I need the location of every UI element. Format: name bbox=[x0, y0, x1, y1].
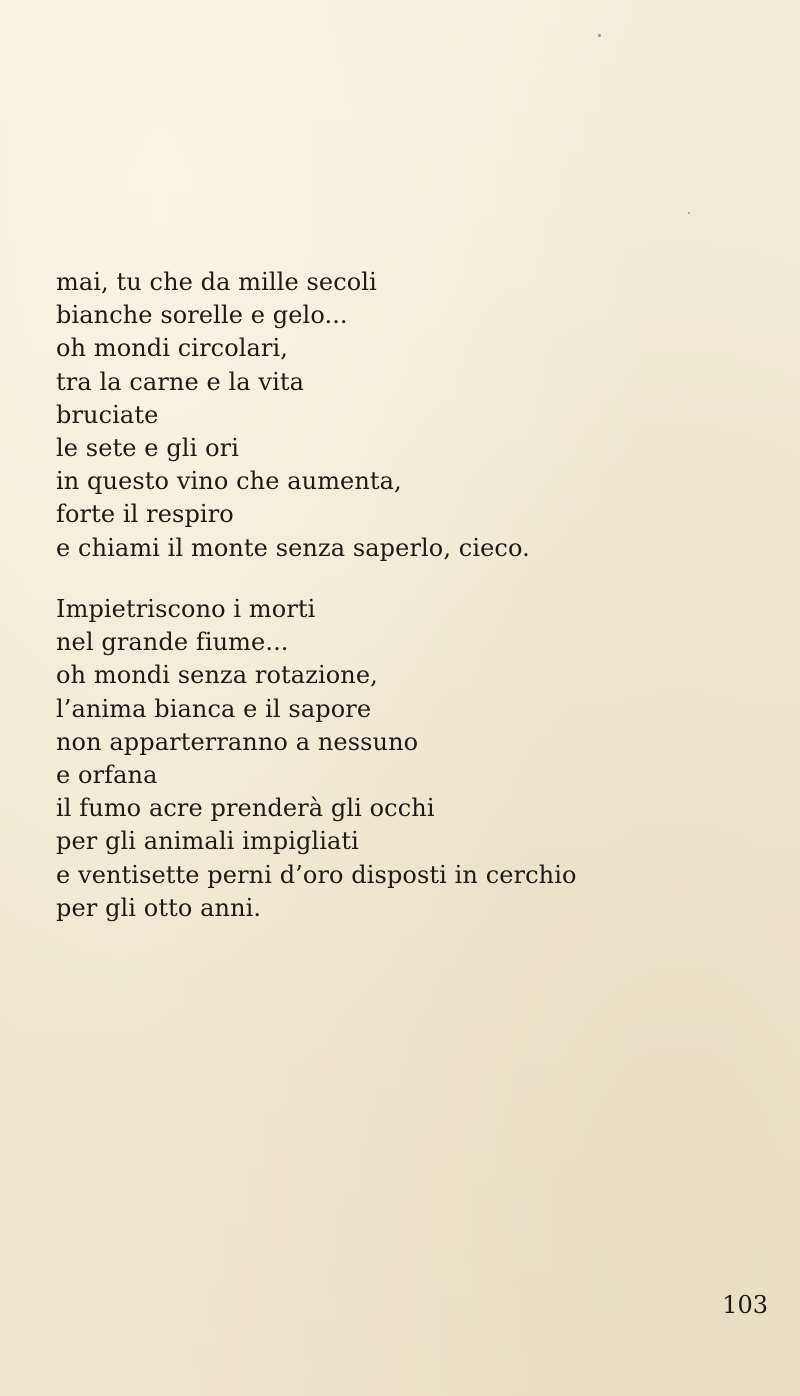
paper-speck bbox=[598, 34, 601, 37]
poem-line: tra la carne e la vita bbox=[56, 367, 305, 396]
stanza-1 bbox=[56, 266, 530, 565]
paper-speck bbox=[688, 212, 690, 214]
poem-line: le sete e gli ori bbox=[56, 434, 239, 463]
page-number: 103 bbox=[722, 1291, 768, 1319]
poem-line: e orfana bbox=[56, 761, 158, 790]
poem-line: forte il respiro bbox=[56, 500, 234, 529]
poem-line: mai, tu che da mille secoli bbox=[56, 268, 377, 296]
poem-line: bruciate bbox=[56, 400, 159, 429]
poem-line: per gli otto anni. bbox=[56, 893, 262, 922]
poem-line: il fumo acre prenderà gli occhi bbox=[56, 794, 435, 823]
poem-line: e ventisette perni d’oro disposti in cerchio bbox=[56, 860, 577, 889]
poem-line: Impietriscono i morti bbox=[56, 595, 316, 623]
stanza-2 bbox=[56, 593, 577, 925]
poem-line: e chiami il monte senza saperlo, cieco. bbox=[56, 533, 530, 562]
poem-line: l’anima bianca e il sapore bbox=[56, 694, 372, 723]
poem-line: in questo vino che aumenta, bbox=[56, 467, 402, 496]
poem-line: oh mondi circolari, bbox=[56, 334, 289, 363]
poem-line: non apparterranno a nessuno bbox=[56, 727, 419, 756]
poem-line: nel grande fiume... bbox=[56, 628, 289, 657]
poem-line: oh mondi senza rotazione, bbox=[56, 661, 378, 690]
poem-line: per gli animali impigliati bbox=[56, 827, 359, 856]
poem-line: bianche sorelle e gelo... bbox=[56, 301, 348, 330]
